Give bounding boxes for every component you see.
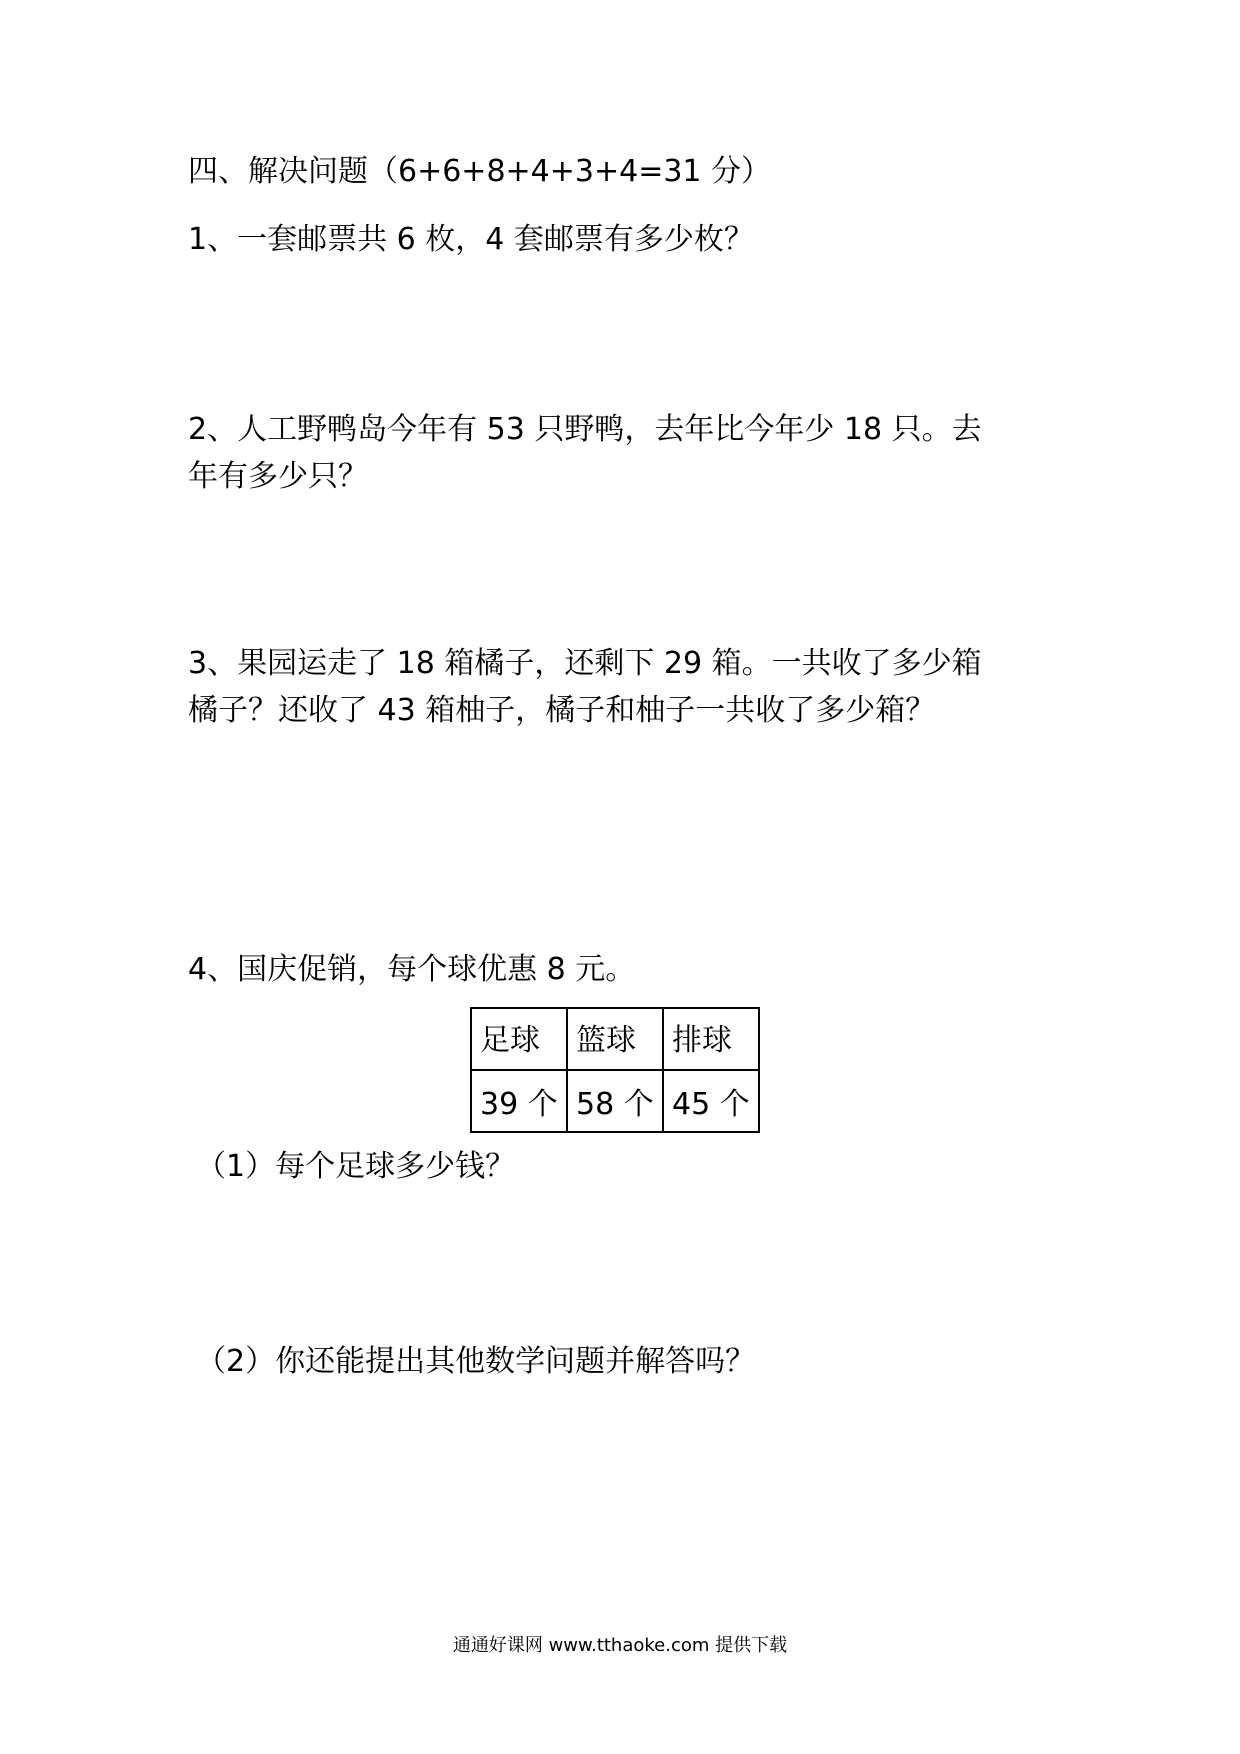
question-4: 4、国庆促销，每个球优惠 8 元。: [188, 952, 636, 987]
ball-table: [470, 1007, 760, 1133]
table-header-row: [471, 1008, 759, 1070]
table-value-row: [471, 1070, 759, 1132]
value-basketball: 58 个: [567, 1070, 663, 1132]
question-3-line-2: 橘子？还收了 43 箱柚子，橘子和柚子一共收了多少箱？: [188, 693, 936, 728]
value-football: 39 个: [471, 1070, 567, 1132]
header-football: 足球: [471, 1008, 567, 1070]
question-1: 1、一套邮票共 6 枚，4 套邮票有多少枚？: [188, 222, 754, 257]
question-3-line-1: 3、果园运走了 18 箱橘子，还剩下 29 箱。一共收了多少箱: [188, 646, 982, 681]
question-2-line-1: 2、人工野鸭岛今年有 53 只野鸭，去年比今年少 18 只。去: [188, 412, 982, 447]
header-volleyball: 排球: [663, 1008, 759, 1070]
question-2-line-2: 年有多少只？: [188, 459, 368, 494]
question-4-sub-1: （1）每个足球多少钱？: [196, 1149, 516, 1184]
section-title: 四、解决问题（6+6+8+4+3+4=31 分）: [188, 154, 772, 189]
header-basketball: 篮球: [567, 1008, 663, 1070]
value-volleyball: 45 个: [663, 1070, 759, 1132]
question-4-sub-2: （2）你还能提出其他数学问题并解答吗？: [196, 1344, 756, 1379]
footer-source: 通通好课网 www.tthaoke.com 提供下载: [452, 1635, 788, 1656]
